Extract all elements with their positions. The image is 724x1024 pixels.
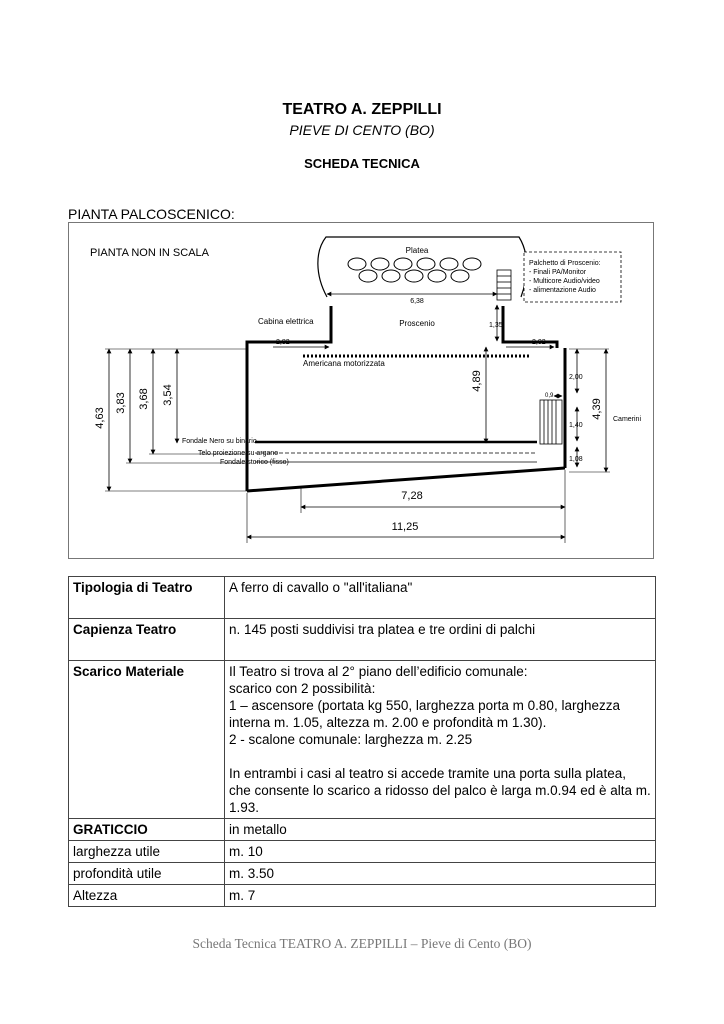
dim-202: 2,02 bbox=[532, 339, 546, 346]
dim-135: 1,35 bbox=[489, 322, 503, 329]
dim-1125: 11,25 bbox=[391, 521, 419, 533]
spec-label: Tipologia di Teatro bbox=[69, 577, 225, 619]
dim-282: 2,82 bbox=[276, 339, 290, 346]
dim-108: 1,08 bbox=[569, 456, 583, 463]
dim-200: 2,00 bbox=[569, 374, 583, 381]
palchetto-stairs bbox=[497, 270, 511, 300]
table-row bbox=[69, 841, 656, 863]
fondale-storico-label: Fondale storico (fisso) bbox=[220, 459, 289, 466]
spec-label: larghezza utile bbox=[69, 841, 225, 863]
dim-140: 1,40 bbox=[569, 422, 583, 429]
table-row bbox=[69, 863, 656, 885]
dim-09: 0,9 bbox=[545, 393, 554, 399]
spec-value: n. 145 posti suddivisi tra platea e tre ordini di palchi bbox=[225, 619, 656, 661]
table-row bbox=[69, 661, 656, 819]
dim-368: 3,68 bbox=[138, 388, 150, 410]
dim-439: 4,39 bbox=[591, 398, 603, 420]
spec-value: m. 7 bbox=[225, 885, 656, 907]
spec-value: in metallo bbox=[225, 819, 656, 841]
page-footer: Scheda Tecnica TEATRO A. ZEPPILLI – Pieve di Cento (BO) bbox=[192, 936, 532, 951]
side-stair bbox=[540, 400, 562, 444]
spec-value: m. 10 bbox=[225, 841, 656, 863]
americana-label: Americana motorizzata bbox=[303, 359, 385, 368]
table-row bbox=[69, 619, 656, 661]
telo-label: Telo proiezione su argano bbox=[198, 450, 279, 457]
dim-463: 4,63 bbox=[94, 407, 106, 429]
stage-plan bbox=[68, 222, 654, 559]
spec-label: GRATICCIO bbox=[69, 819, 225, 841]
table-row bbox=[69, 819, 656, 841]
palchetto-item: - Multicore Audio/video bbox=[529, 278, 600, 285]
plan-label: PIANTA PALCOSCENICO: bbox=[68, 206, 235, 222]
spec-value: m. 3.50 bbox=[225, 863, 656, 885]
plan-note: PIANTA NON IN SCALA bbox=[90, 247, 209, 259]
proscenio-wall-right bbox=[503, 306, 557, 348]
palchetto-item: - alimentazione Audio bbox=[529, 287, 596, 294]
table-row bbox=[69, 885, 656, 907]
spec-label: profondità utile bbox=[69, 863, 225, 885]
camerini-label: Camerini bbox=[613, 416, 642, 423]
table-row bbox=[69, 577, 656, 619]
dim-728: 7,28 bbox=[401, 490, 423, 502]
dim-383: 3,83 bbox=[115, 392, 127, 414]
fondale-nero-label: Fondale Nero su binario bbox=[182, 438, 257, 445]
dim-489: 4,89 bbox=[471, 370, 483, 392]
stage-plan-drawing bbox=[69, 223, 655, 560]
dim-354: 3,54 bbox=[162, 384, 174, 406]
proscenio-label: Proscenio bbox=[399, 319, 435, 328]
palchetto-title: Palchetto di Proscenio: bbox=[529, 260, 601, 267]
platea-seats bbox=[348, 258, 481, 282]
platea-label: Platea bbox=[405, 246, 429, 255]
stage-back-wall bbox=[247, 468, 565, 491]
page-title: TEATRO A. ZEPPILLI bbox=[282, 101, 442, 118]
spec-value: A ferro di cavallo o "all'italiana" bbox=[225, 577, 656, 619]
spec-label: Altezza bbox=[69, 885, 225, 907]
spec-label: Scarico Materiale bbox=[69, 661, 225, 819]
cabina-label: Cabina elettrica bbox=[258, 317, 314, 326]
palchetto-item: - Finali PA/Monitor bbox=[529, 269, 587, 276]
spec-table bbox=[68, 576, 656, 907]
page-subtitle: PIEVE DI CENTO (BO) bbox=[289, 122, 435, 138]
spec-label: Capienza Teatro bbox=[69, 619, 225, 661]
dim-638: 6,38 bbox=[410, 298, 424, 305]
spec-value: Il Teatro si trova al 2° piano dell’edificio comunale: scarico con 2 possibilità: 1 – ascensore (portata kg 550, larghezza porta m 0.80, larghezza interna m. 1.05, altezza m. 2.00 e profondità m 1.30). 2 - scalone comunale: larghezza m. 2.25 In entrambi i casi al teatro si accede tramite una porta sulla platea, che consente lo scarico a ridosso del palco è larga m.0.94 ed è alta m. 1.93. bbox=[225, 661, 656, 819]
section-title: SCHEDA TECNICA bbox=[304, 156, 420, 171]
